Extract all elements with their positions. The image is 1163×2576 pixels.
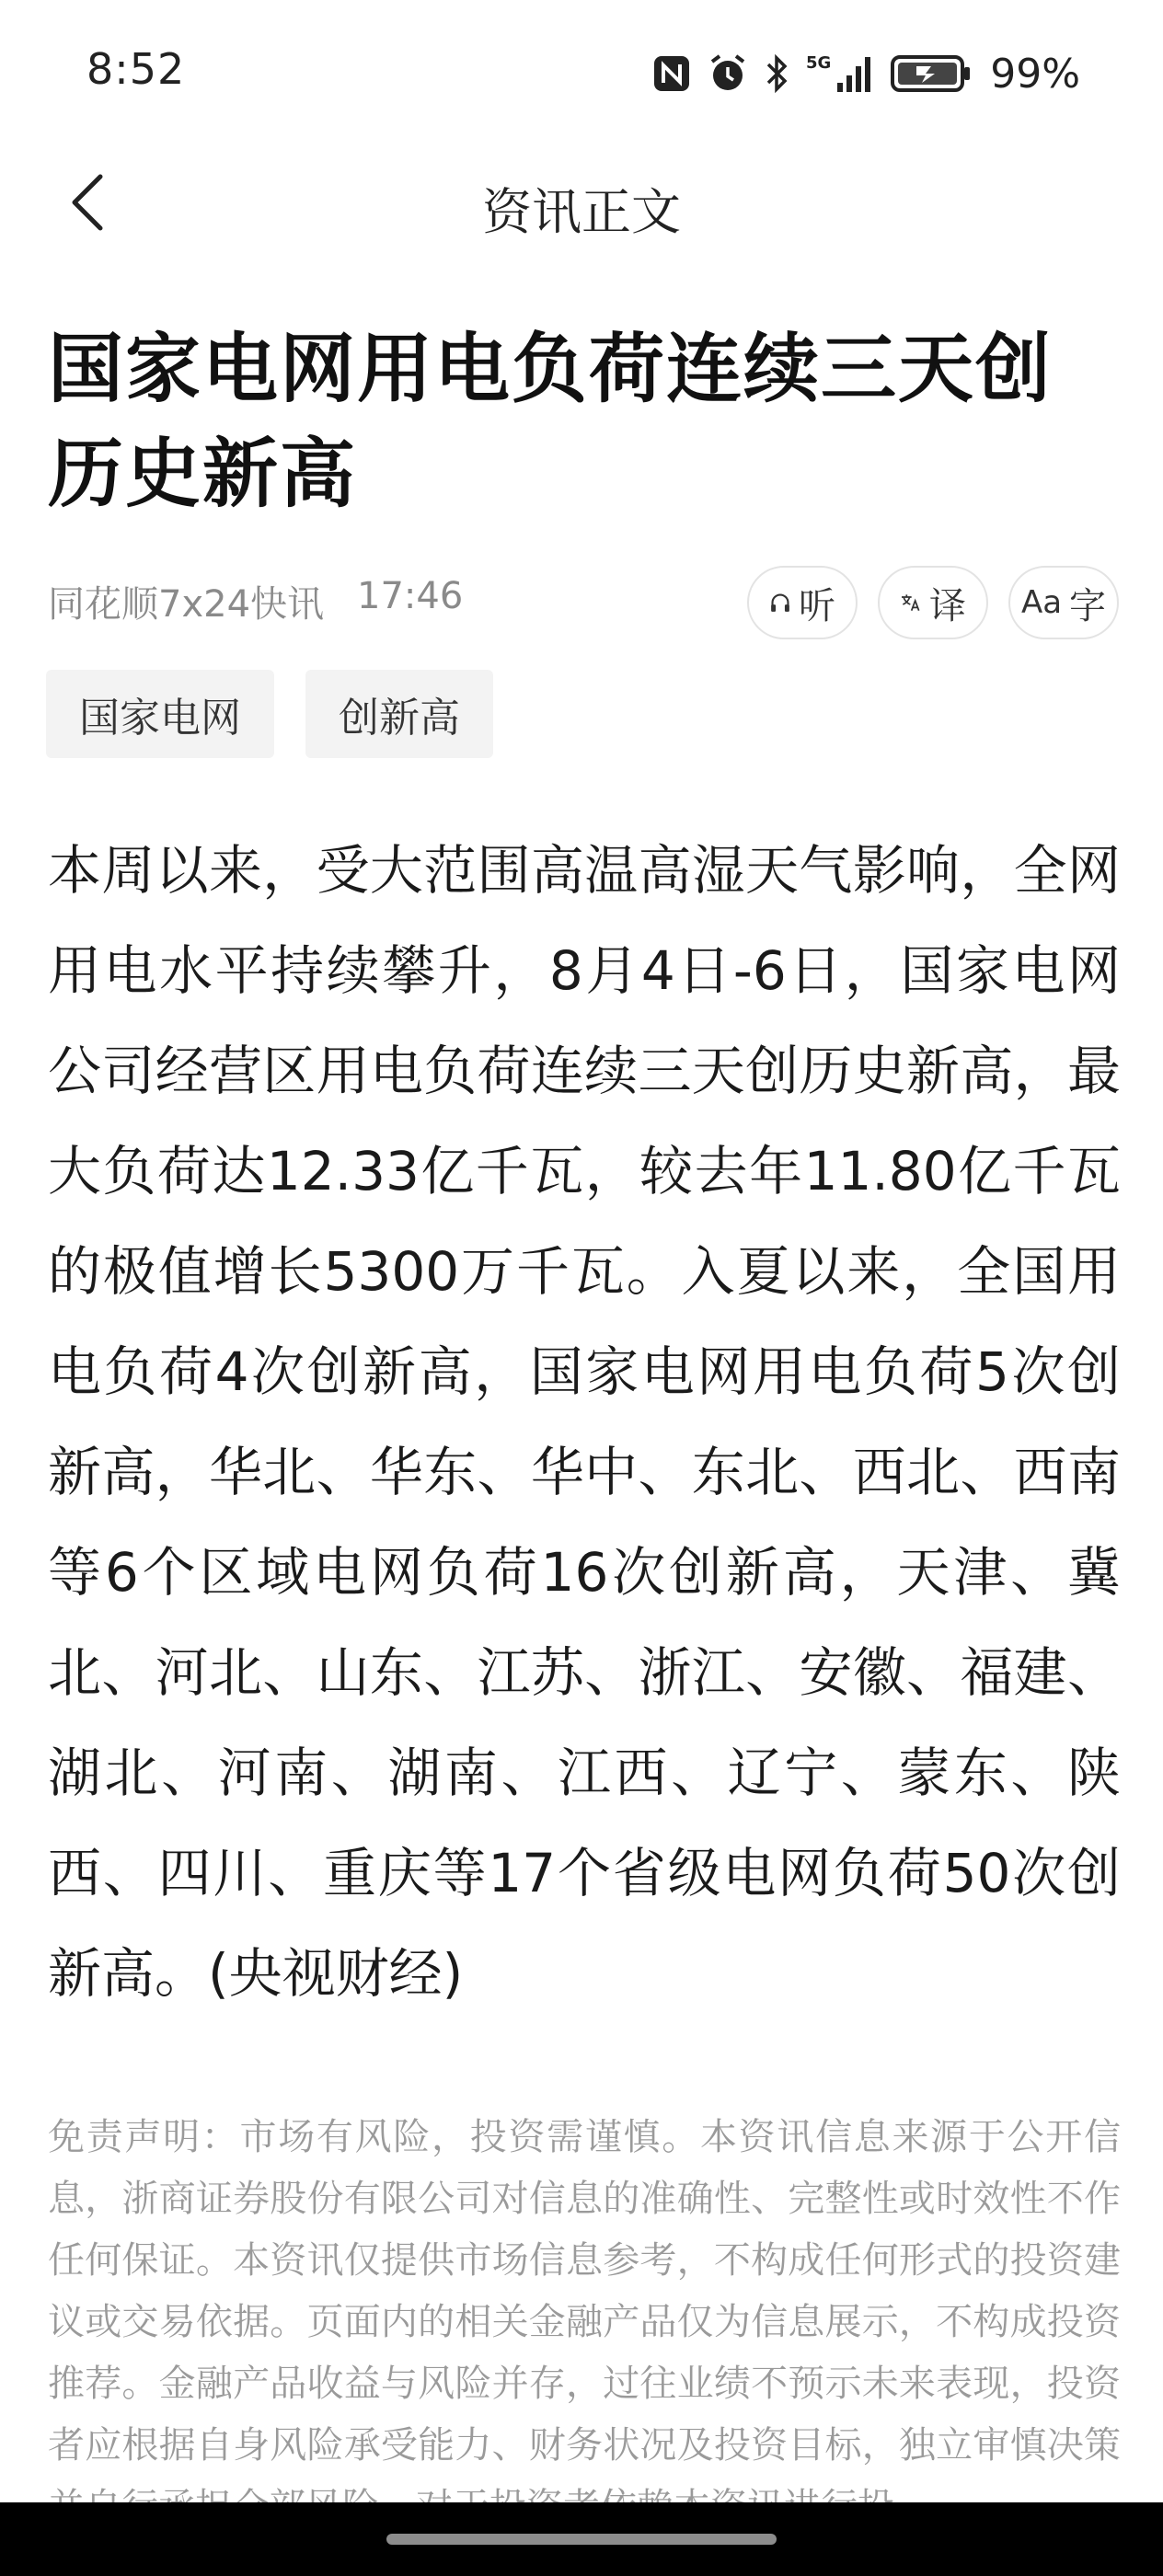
status-time: 8:52 xyxy=(86,44,186,94)
tag-item[interactable]: 国家电网 xyxy=(46,670,274,758)
app-header xyxy=(0,147,1163,258)
signal-icon xyxy=(806,52,876,96)
translate-button[interactable] xyxy=(878,566,988,639)
status-icons xyxy=(651,46,1080,101)
status-bar xyxy=(0,0,1163,138)
article-title: 国家电网用电负荷连续三天创历史新高 xyxy=(48,326,1054,518)
article-body: 本周以来，受大范围高温高湿天气影响，全网用电水平持续攀升，8月4日-6日，国家电网公司经营区用电负荷连续三天创历史新高，最大负荷达12.33亿千瓦，较去年11.80亿千瓦的极值增长5300万千瓦。入夏以来，全国用电负荷4次创新高，国家电网用电负荷5次创新高，华北、华东、华中、东北、西北、西南等6个区域电网负荷16次创新高，天津、冀北、河北、山东、江苏、浙江、安徽、福建、湖北、河南、湖南、江西、辽宁、蒙东、陕西、四川、重庆等17个省级电网负荷50次创新高。(央视财经) xyxy=(48,839,1121,2005)
translate-icon xyxy=(900,587,922,618)
article-meta xyxy=(48,575,463,627)
article-source: 同花顺7x24快讯 xyxy=(48,583,325,626)
font-size-label: 字 xyxy=(1069,584,1107,627)
home-indicator[interactable] xyxy=(386,2534,777,2545)
tag-item[interactable]: 创新高 xyxy=(305,670,493,758)
font-size-icon: Aa xyxy=(1020,584,1063,621)
battery-charging-icon xyxy=(891,53,972,94)
article-tags xyxy=(46,670,493,758)
disclaimer-text: 免责声明：市场有风险，投资需谨慎。本资讯信息来源于公开信息，浙商证券股份有限公司对信息的准确性、完整性或时效性不作任何保证。本资讯仅提供市场信息参考，不构成任何形式的投资建议或交易依据。页面内的相关金融产品仅为信息展示，不构成投资推荐。金融产品收益与风险并存，过往业绩不预示未来表现，投资者应根据自身风险承受能力、财务状况及投资目标，独立审慎决策 xyxy=(48,2116,1121,2467)
article-time: 17:46 xyxy=(357,575,464,617)
page-title: 资讯正文 xyxy=(482,183,681,241)
translate-label: 译 xyxy=(929,584,966,627)
listen-label: 听 xyxy=(799,584,835,627)
alarm-icon xyxy=(707,52,749,95)
listen-button[interactable] xyxy=(747,566,858,639)
bluetooth-icon xyxy=(764,52,791,95)
battery-percent: 99% xyxy=(990,50,1080,98)
svg-text:5G: 5G xyxy=(806,53,832,73)
headphones-icon xyxy=(769,587,791,618)
font-size-button[interactable] xyxy=(1008,566,1119,639)
nfc-icon xyxy=(651,53,692,94)
article-tools xyxy=(747,566,1119,639)
